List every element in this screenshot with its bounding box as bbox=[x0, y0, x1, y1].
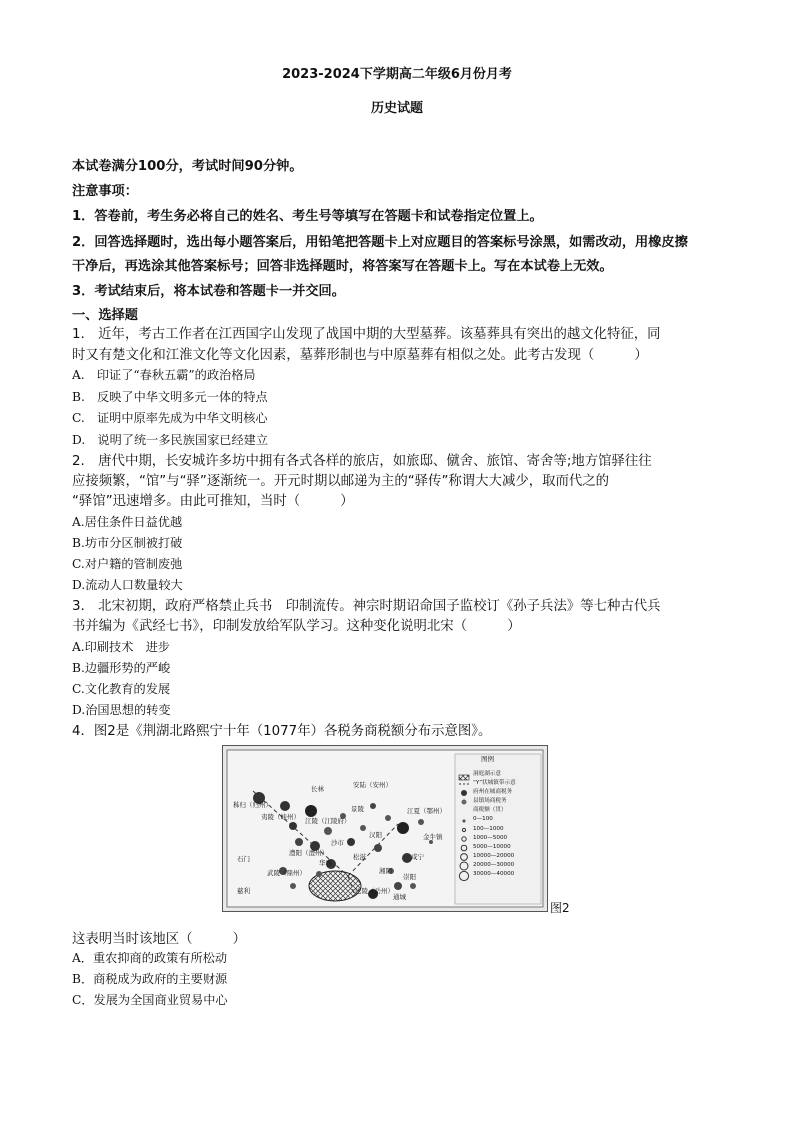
place-label: 景陵 bbox=[351, 805, 364, 813]
q3-option-d: D.治国思想的转变 bbox=[72, 703, 171, 717]
q3-option-a: A.印刷技术 进步 bbox=[72, 640, 170, 654]
place-label: 咸宁 bbox=[411, 853, 424, 861]
tax-distribution-map bbox=[222, 745, 548, 912]
q4-option-a: A．重农抑商的政策有所松动 bbox=[72, 951, 228, 965]
q2-stem: 2. 唐代中期，长安城许多坊中拥有各式各样的旅店，如旅邸、僦舍、旅馆、寄舍等;地方馆驿往往 bbox=[72, 454, 652, 469]
place-label: 澧阳（澧州） bbox=[289, 849, 328, 857]
subject-title: 历史试题 bbox=[370, 101, 423, 116]
q1-option-a: A. 印证了“春秋五霸”的政治格局 bbox=[72, 368, 256, 382]
q3-option-b: B.边疆形势的严峻 bbox=[72, 661, 171, 675]
place-label: 崇阳 bbox=[403, 873, 416, 881]
q3-option-c: C.文化教育的发展 bbox=[72, 682, 171, 696]
place-label: 江夏（鄂州） bbox=[407, 807, 446, 815]
place-label: 长林 bbox=[311, 785, 324, 793]
legend-item: 0—100 bbox=[473, 816, 493, 823]
legend-item: “Y”状城镇带示意 bbox=[473, 780, 516, 787]
q2-option-d: D.流动人口数量较大 bbox=[72, 578, 183, 592]
q2-option-c: C.对户籍的管制废弛 bbox=[72, 557, 183, 571]
q4-stem-after: 这表明当时该地区（ ） bbox=[72, 932, 247, 947]
place-label: 安陆（安州） bbox=[353, 781, 392, 789]
map-legend bbox=[481, 755, 494, 764]
place-label: 秭归（归州） bbox=[233, 801, 272, 809]
place-label: 汉阳 bbox=[369, 831, 382, 839]
place-label: 石门 bbox=[237, 855, 250, 863]
exam-title: 2023-2024下学期高二年级6月份月考 bbox=[282, 67, 512, 82]
q1-stem-cont: 时又有楚文化和江淮文化等文化因素，墓葬形制也与中原墓葬有相似之处。此考古发现（ ） bbox=[72, 348, 648, 363]
place-label: 沙市 bbox=[331, 839, 344, 847]
q4-stem: 4．图2是《荆湖北路熙宁十年（1077年）各税务商税额分布示意图》。 bbox=[72, 724, 492, 739]
notice-heading: 注意事项： bbox=[72, 184, 138, 199]
place-label: 通城 bbox=[393, 893, 406, 901]
notice-item-3: 3．考试结束后，将本试卷和答题卡一并交回。 bbox=[72, 284, 345, 299]
q2-stem-cont: 应接频繁，“馆”与“驿”逐渐统一。开元时期以邮递为主的“驿传”称谓大大减少，取而代之的 bbox=[72, 474, 610, 489]
notice-item-2-cont: 干净后，再选涂其他答案标号；回答非选择题时，将答案写在答题卡上。写在本试卷上无效。 bbox=[72, 259, 613, 274]
legend-item: 县镇场商税务 bbox=[473, 798, 507, 805]
legend-item: 20000—30000 bbox=[473, 861, 515, 868]
q4-option-b: B．商税成为政府的主要财源 bbox=[72, 972, 228, 986]
place-label: 武陵（鼎州） bbox=[267, 869, 306, 877]
place-label: 慈利 bbox=[237, 887, 250, 895]
place-label: 夷陵（峡州） bbox=[261, 813, 300, 821]
score-time-note: 本试卷满分100分，考试时间90分钟。 bbox=[72, 159, 303, 174]
place-label: 华容 bbox=[319, 859, 332, 867]
q3-stem: 3. 北宋初期，政府严格禁止兵书 印制流传。神宗时期诏命国子监校订《孙子兵法》等七种古代兵 bbox=[72, 599, 661, 614]
q3-stem-cont: 书并编为《武经七书》，印制发放给军队学习。这种变化说明北宋（ ） bbox=[72, 619, 521, 634]
legend-title: 图例 bbox=[481, 755, 494, 763]
notice-item-2: 2．回答选择题时，选出每小题答案后，用铅笔把答题卡上对应题目的答案标号涂黑，如需改动，用橡皮擦 bbox=[72, 235, 688, 250]
legend-item: 5000—10000 bbox=[473, 843, 511, 850]
q2-option-a: A.居住条件日益优越 bbox=[72, 515, 183, 529]
q2-stem-cont-2: “驿馆”迅速增多。由此可推知，当时（ ） bbox=[72, 494, 354, 509]
q1-option-b: B. 反映了中华文明多元一体的特点 bbox=[72, 390, 268, 404]
legend-item: 30000—40000 bbox=[473, 871, 515, 878]
place-label: 江陵（江陵府） bbox=[305, 817, 351, 825]
legend-list bbox=[473, 770, 516, 879]
place-label: 松滋 bbox=[353, 853, 366, 861]
legend-item: 商税额（贯） bbox=[473, 807, 507, 814]
q2-option-b: B.坊市分区制被打破 bbox=[72, 536, 183, 550]
legend-item: 洞庭湖示意 bbox=[473, 771, 501, 777]
q1-option-c: C. 证明中原率先成为中华文明核心 bbox=[72, 411, 268, 425]
section-heading: 一、选择题 bbox=[72, 308, 138, 323]
legend-item: 100—1000 bbox=[473, 825, 504, 832]
q1-option-d: D. 说明了统一多民族国家已经建立 bbox=[72, 433, 269, 447]
legend-item: 10000—20000 bbox=[473, 852, 515, 859]
q1-stem: 1. 近年，考古工作者在江西国字山发现了战国中期的大型墓葬。该墓葬具有突出的越文化特征，同 bbox=[72, 327, 661, 342]
place-label: 湘阴 bbox=[379, 867, 392, 875]
legend-item: 府州在城商税务 bbox=[473, 789, 513, 796]
figure-caption: 图2 bbox=[550, 901, 570, 915]
legend-item: 1000—5000 bbox=[473, 834, 508, 841]
place-label: 巴陵（岳州） bbox=[355, 887, 394, 895]
notice-item-1: 1．答卷前，考生务必将自己的姓名、考生号等填写在答题卡和试卷指定位置上。 bbox=[72, 209, 543, 224]
place-label: 金牛镇 bbox=[423, 833, 443, 841]
q4-option-c: C．发展为全国商业贸易中心 bbox=[72, 993, 228, 1007]
